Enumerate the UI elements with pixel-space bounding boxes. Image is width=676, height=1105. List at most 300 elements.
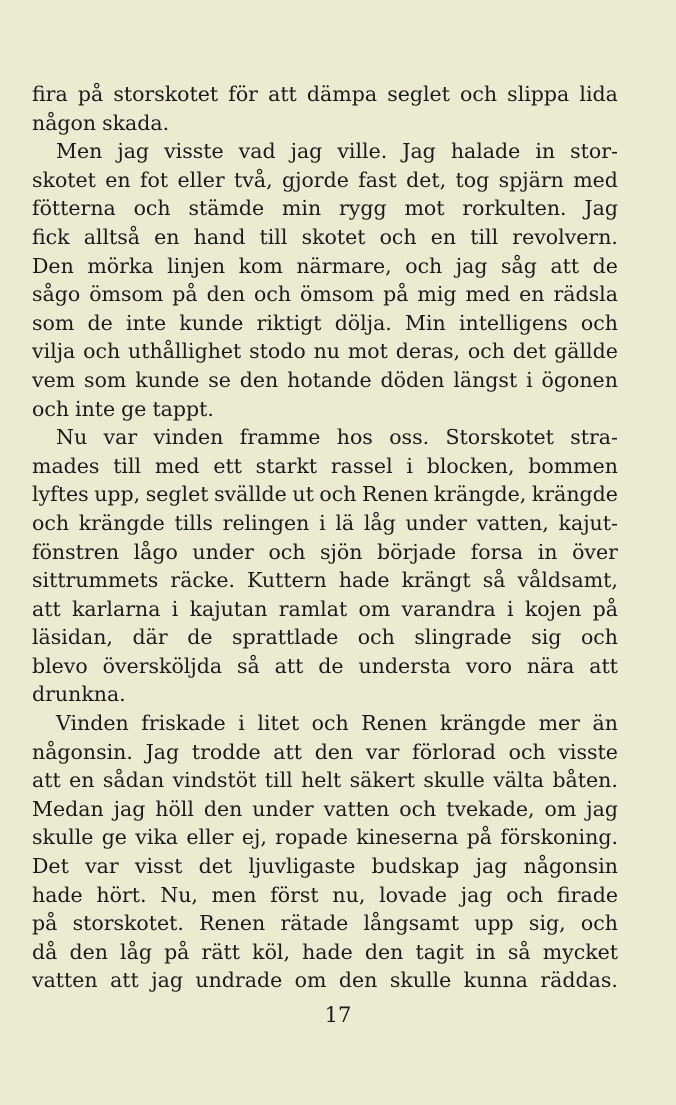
word: relingen — [222, 510, 310, 535]
word: vindstöt — [172, 768, 257, 793]
word: med — [573, 167, 618, 192]
word: och — [467, 339, 505, 364]
word: stor- — [570, 139, 618, 164]
word: jag — [455, 253, 488, 278]
word: in — [537, 539, 558, 564]
word: var — [103, 425, 138, 450]
word: om — [544, 796, 577, 821]
word: skulle — [423, 768, 485, 793]
word: varandra — [401, 596, 496, 621]
word: det, — [406, 167, 447, 192]
text-line — [32, 680, 618, 709]
word: riktigt — [256, 310, 322, 335]
word: på — [592, 596, 618, 621]
word: halade — [450, 139, 521, 164]
word: svällde — [214, 482, 287, 507]
word: Renen — [361, 711, 428, 736]
word: rätade — [280, 911, 349, 936]
word: blocken, — [426, 453, 515, 478]
word: en — [519, 282, 545, 307]
word: i — [238, 711, 245, 736]
word: bommen — [528, 453, 618, 478]
word: såg — [501, 253, 537, 278]
word: helt — [301, 768, 342, 793]
word: dämpa — [306, 82, 378, 106]
word: Min — [405, 310, 446, 335]
word: på — [383, 282, 409, 307]
word: Det — [32, 854, 69, 879]
word: välta — [493, 768, 545, 793]
text-line — [32, 823, 618, 852]
word: stodo — [249, 339, 306, 364]
word: om — [294, 968, 327, 993]
word: stämde — [188, 196, 265, 221]
word: de — [318, 653, 344, 678]
word: kojen — [524, 596, 582, 621]
text-line — [32, 166, 618, 195]
text-line — [32, 280, 618, 309]
word: ramlat — [278, 596, 348, 621]
word: tvekade, — [446, 796, 535, 821]
text-line — [32, 881, 618, 910]
word: Den — [32, 253, 74, 278]
word: jag — [460, 882, 493, 907]
word: lä — [335, 510, 355, 535]
text-line — [32, 109, 618, 138]
word: och — [580, 625, 618, 650]
word: rätt — [201, 939, 241, 964]
word: på — [164, 939, 190, 964]
word: vatten — [323, 796, 390, 821]
word: den — [69, 939, 108, 964]
word: visste — [558, 739, 618, 764]
word: en — [69, 768, 95, 793]
word: till — [113, 453, 142, 478]
word: sig — [531, 625, 562, 650]
word: mörka — [87, 253, 154, 278]
word: Kuttern — [247, 568, 327, 593]
word: närmare, — [296, 253, 392, 278]
word: inte — [75, 396, 116, 421]
word: låg — [363, 510, 396, 535]
word: säkert — [349, 768, 415, 793]
word: fast — [358, 167, 397, 192]
word: spjärn — [498, 167, 564, 192]
word: hand — [193, 224, 246, 249]
word: var — [85, 854, 119, 879]
word: och — [268, 539, 306, 564]
word: i — [171, 596, 179, 621]
text-line — [32, 194, 618, 223]
word: så — [482, 568, 506, 593]
word: på — [466, 825, 493, 850]
text-line — [32, 623, 618, 652]
word: firade — [557, 882, 618, 907]
word: räcke. — [170, 568, 235, 593]
word: den — [239, 367, 279, 392]
word: längst — [453, 367, 518, 392]
word: där — [132, 625, 168, 650]
word: stra- — [570, 425, 618, 450]
word: friskade — [141, 711, 226, 736]
word: någonsin. — [32, 739, 133, 764]
word: förlorad — [412, 739, 496, 764]
word: hade — [338, 568, 390, 593]
text-line — [32, 137, 618, 166]
word: hade — [302, 939, 353, 964]
word: kajut- — [558, 510, 618, 535]
word: ville. — [337, 139, 388, 164]
word: som — [84, 367, 127, 392]
word: ömsom — [300, 282, 375, 307]
word: och — [133, 196, 171, 221]
word: in — [475, 939, 496, 964]
word: om — [358, 596, 391, 621]
word: översköljda — [102, 653, 223, 678]
word: ropade — [275, 825, 348, 850]
word: förskoning. — [500, 825, 618, 850]
word: det — [512, 339, 547, 364]
word: med — [465, 282, 511, 307]
word: kunde — [135, 367, 200, 392]
word: i — [319, 510, 326, 535]
word: skotet — [301, 224, 366, 249]
word: krängt — [401, 568, 471, 593]
word: med — [154, 453, 200, 478]
word: under — [405, 510, 467, 535]
word: över — [572, 539, 618, 564]
word: in — [535, 139, 556, 164]
word: hotande — [287, 367, 372, 392]
word: drunkna. — [32, 682, 126, 707]
word: hos — [336, 425, 373, 450]
word: på — [77, 82, 104, 106]
word: och — [379, 224, 417, 249]
word: att — [268, 82, 297, 106]
word: och — [460, 82, 498, 106]
word: ge — [121, 396, 147, 421]
word: lovade — [379, 882, 448, 907]
word: en — [430, 224, 457, 249]
word: att — [274, 653, 304, 678]
word: krängde — [78, 510, 165, 535]
word: rygg — [339, 196, 387, 221]
word: för — [228, 82, 258, 106]
word: kom — [238, 253, 283, 278]
word: starkt — [255, 453, 318, 478]
text-line — [32, 80, 618, 109]
word: jag — [586, 796, 618, 821]
word: upp — [474, 911, 514, 936]
word: kunna — [463, 968, 528, 993]
word: blevo — [32, 653, 88, 678]
word: och — [580, 310, 618, 335]
word: alltså — [83, 224, 141, 249]
word: intelligens — [458, 310, 568, 335]
word: räddas. — [540, 968, 618, 993]
word: någonsin — [523, 854, 618, 879]
word: revolvern. — [512, 224, 618, 249]
word: kunde — [179, 310, 244, 335]
word: den — [314, 739, 354, 764]
word: mot — [404, 196, 445, 221]
word: i — [507, 596, 514, 621]
word: framme — [239, 425, 321, 450]
word: min — [281, 196, 322, 221]
word: skulle — [32, 825, 94, 850]
word: ett — [213, 453, 242, 478]
word: på — [172, 282, 198, 307]
word: i — [526, 367, 533, 392]
word: karlarna — [71, 596, 161, 621]
word: mades — [32, 453, 100, 478]
word: och — [83, 339, 121, 364]
word: Storskotet — [445, 425, 554, 450]
text-line — [32, 452, 618, 481]
word: inte — [125, 310, 167, 335]
text-line — [32, 566, 618, 595]
word: ömsom — [89, 282, 164, 307]
word: lågo — [133, 539, 178, 564]
word: men — [211, 882, 257, 907]
word: vad — [238, 139, 276, 164]
word: låg — [120, 939, 152, 964]
word: uthållighet — [128, 339, 242, 364]
word: tog — [455, 167, 490, 192]
word: vika — [135, 825, 179, 850]
word: vatten, — [476, 510, 549, 535]
word: jag — [290, 139, 323, 164]
word: Men — [56, 139, 103, 164]
word: forsa — [470, 539, 524, 564]
word: Vinden — [56, 711, 129, 736]
word: seglet — [145, 482, 209, 507]
word: voro — [465, 653, 512, 678]
word: understa — [358, 653, 451, 678]
word: skotet — [32, 167, 96, 192]
word: krängde — [439, 711, 526, 736]
word: lyftes — [32, 482, 89, 507]
word: se — [208, 367, 231, 392]
word: den — [203, 796, 243, 821]
word: budskap — [371, 854, 460, 879]
word: och — [254, 282, 292, 307]
word: sprattlade — [232, 625, 339, 650]
word: Jag — [584, 196, 618, 221]
word: än — [592, 711, 618, 736]
body-text — [32, 80, 618, 995]
word: skulle — [389, 968, 452, 993]
word: Jag — [402, 139, 436, 164]
word: ögonen — [541, 367, 618, 392]
word: skada. — [102, 110, 170, 135]
word: och — [580, 911, 618, 936]
word: rädsla — [553, 282, 618, 307]
word: den — [364, 939, 404, 964]
word: visst — [134, 854, 183, 879]
word: mot — [347, 339, 388, 364]
word: på — [32, 911, 58, 936]
word: ut — [292, 482, 314, 507]
word: då — [32, 939, 58, 964]
word: de — [592, 253, 618, 278]
word: och — [311, 711, 349, 736]
word: den — [206, 282, 246, 307]
word: någon — [32, 110, 97, 135]
word: en — [105, 167, 131, 192]
text-line — [32, 938, 618, 967]
word: det — [198, 854, 233, 879]
word: sittrummets — [32, 568, 159, 593]
word: slingrade — [414, 625, 512, 650]
word: rassel — [330, 453, 393, 478]
word: gällde — [554, 339, 618, 364]
word: och — [405, 253, 443, 278]
text-line — [32, 595, 618, 624]
word: seglet — [387, 82, 450, 106]
word: sågo — [32, 282, 81, 307]
word: slippa — [507, 82, 570, 106]
word: jag — [113, 796, 146, 821]
word: fira — [32, 82, 68, 106]
word: storskotet. — [72, 911, 184, 936]
word: fot — [139, 167, 169, 192]
word: jag — [475, 854, 508, 879]
word: nu, — [332, 882, 366, 907]
word: fönstren — [32, 539, 120, 564]
word: storskotet — [113, 82, 219, 106]
word: visste — [164, 139, 224, 164]
text-line — [32, 337, 618, 366]
word: som — [32, 310, 75, 335]
text-line — [32, 509, 618, 538]
word: långsamt — [363, 911, 459, 936]
word: så — [507, 939, 531, 964]
word: till — [264, 768, 293, 793]
text-line — [32, 538, 618, 567]
word: och — [506, 882, 544, 907]
word: oss. — [389, 425, 430, 450]
word: Nu, — [160, 882, 198, 907]
word: undrade — [195, 968, 283, 993]
word: trodde — [191, 739, 261, 764]
word: började — [377, 539, 457, 564]
word: Renen — [199, 911, 266, 936]
text-line — [32, 738, 618, 767]
word: upp, — [94, 482, 141, 507]
word: höll — [155, 796, 194, 821]
word: Jag — [145, 739, 180, 764]
word: ej, — [241, 825, 267, 850]
word: jag — [151, 968, 183, 993]
text-line — [32, 252, 618, 281]
text-line — [32, 480, 618, 509]
word: de — [187, 625, 213, 650]
word: nära — [526, 653, 575, 678]
word: och — [32, 510, 70, 535]
text-line — [32, 852, 618, 881]
word: båten. — [552, 768, 618, 793]
word: lida — [579, 82, 618, 106]
word: krängde — [531, 482, 618, 507]
word: deras, — [395, 339, 461, 364]
word: döden — [380, 367, 445, 392]
word: ljuvligaste — [248, 854, 356, 879]
word: tills — [174, 510, 213, 535]
word: mer — [538, 711, 580, 736]
text-line — [32, 652, 618, 681]
text-line — [32, 309, 618, 338]
word: ge — [101, 825, 127, 850]
word: gjorde — [281, 167, 349, 192]
text-line — [32, 966, 618, 995]
word: nu — [313, 339, 340, 364]
word: dölja. — [334, 310, 392, 335]
word: så — [236, 653, 260, 678]
word: sig, — [528, 911, 566, 936]
text-line — [32, 766, 618, 795]
word: köl, — [252, 939, 290, 964]
word: Renen — [362, 482, 429, 507]
word: sådan — [102, 768, 165, 793]
word: läsidan, — [32, 625, 113, 650]
word: hade — [32, 882, 83, 907]
word: de — [87, 310, 113, 335]
word: att — [550, 253, 580, 278]
word: vem — [32, 367, 76, 392]
word: och — [32, 396, 70, 421]
text-line — [32, 423, 618, 452]
word: kajutan — [189, 596, 268, 621]
text-line — [32, 709, 618, 738]
word: hört. — [96, 882, 147, 907]
text-line — [32, 223, 618, 252]
text-line — [32, 395, 618, 424]
word: att — [32, 596, 61, 621]
word: litet — [257, 711, 300, 736]
word: två, — [234, 167, 273, 192]
word: Nu — [56, 425, 88, 450]
word: sjön — [320, 539, 363, 564]
word: vilja — [32, 339, 76, 364]
text-line — [32, 909, 618, 938]
word: en — [154, 224, 180, 249]
word: och — [357, 625, 395, 650]
word: fötterna — [32, 196, 116, 221]
word: var — [365, 739, 400, 764]
word: fick — [32, 224, 70, 249]
word: Medan — [32, 796, 104, 821]
word: till — [470, 224, 499, 249]
page-number: 17 — [324, 1003, 352, 1027]
word: mycket — [542, 939, 618, 964]
text-line — [32, 366, 618, 395]
word: vatten — [32, 968, 98, 993]
word: och — [399, 796, 437, 821]
word: tappt. — [152, 396, 214, 421]
word: att — [110, 968, 139, 993]
word: mig — [417, 282, 457, 307]
word: tagit — [415, 939, 464, 964]
word: den — [338, 968, 378, 993]
word: först — [270, 882, 319, 907]
word: våldsamt, — [517, 568, 618, 593]
text-line — [32, 795, 618, 824]
word: linjen — [167, 253, 226, 278]
word: att — [273, 739, 302, 764]
word: under — [252, 796, 314, 821]
word: krängde, — [433, 482, 527, 507]
